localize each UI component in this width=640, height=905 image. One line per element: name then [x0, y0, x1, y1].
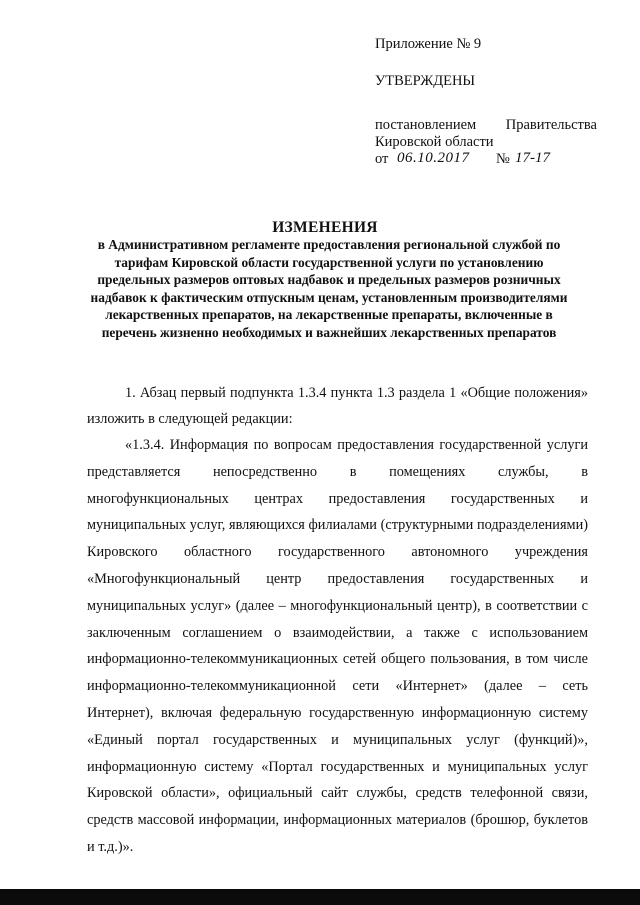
approved-label: УТВЕРЖДЕНЫ — [375, 73, 476, 89]
document-title: ИЗМЕНЕНИЯ — [272, 219, 378, 236]
handwritten-number: 17-17 — [515, 150, 550, 166]
document-body — [87, 380, 588, 861]
number-prefix: № — [496, 151, 510, 167]
region-label: Кировской области — [375, 134, 494, 150]
document-subtitle: в Административном регламенте предоставления региональной службой по тарифам Кировской области государственной услуги по установлению предельных размеров оптовых надбавок и предельных размеров розничных надбавок к фактическим отпускным ценам, установленным производителями лекарственных препаратов, на лекарственные препараты, включенные в перечень жизненно необходимых и важнейших лекарственных препаратов — [90, 237, 568, 340]
date-prefix: от — [375, 151, 389, 167]
handwritten-date: 06.10.2017 — [397, 150, 470, 166]
body-paragraph-2: «1.3.4. Информация по вопросам предоставления государственной услуги представляется непосредственно в помещениях службы, в многофункциональных центрах предоставления государственных и муниципальных услуг, являющихся филиалами (структурными подразделениями) Кировского областного государственного автономного учреждения «Многофункциональный центр предоставления государственных и муниципальных услуг» (далее – многофункциональный центр), в соответствии с заключенным соглашением о взаимодействии, а также с использованием информационно-телекоммуникационных сетей общего пользования, в том числе информационно-телекоммуникационной сети «Интернет» (далее – сеть Интернет), включая федеральную государственную информационную систему «Единый портал государственных и муниципальных услуг (функций)», информационную систему «Портал государственных и муниципальных услуг Кировской области», официальный сайт службы, средств телефонной связи, средств массовой информации, информационных материалов (брошюр, буклетов и т.д.)». — [87, 437, 588, 855]
decree-dateline — [375, 151, 597, 168]
body-paragraph-1: 1. Абзац первый подпункта 1.3.4 пункта 1.3 раздела 1 «Общие положения» изложить в следующей редакции: — [87, 385, 588, 427]
scan-bottom-edge — [0, 889, 640, 905]
decree-label: постановлением Правительства — [375, 117, 597, 133]
approval-block — [375, 36, 597, 168]
appendix-label: Приложение № 9 — [375, 36, 482, 52]
